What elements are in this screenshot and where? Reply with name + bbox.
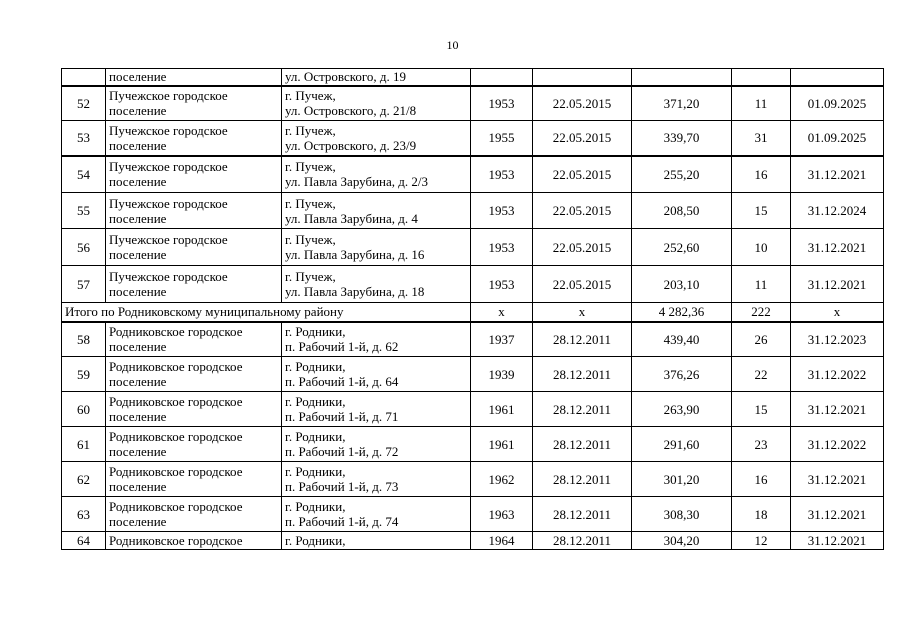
table-row (62, 156, 884, 193)
table-row (62, 229, 884, 266)
settlement-cell (106, 392, 282, 427)
address-line-2: п. Рабочий 1-й, д. 62 (285, 339, 399, 355)
people-cell: 22 (732, 357, 791, 392)
settlement-cell (106, 497, 282, 532)
address-cell (282, 229, 471, 266)
year-cell: 1939 (471, 357, 533, 392)
area-cell: 376,26 (632, 357, 732, 392)
area-cell: 304,20 (632, 532, 732, 550)
people-cell: 26 (732, 322, 791, 357)
row-number: 54 (62, 156, 106, 193)
settlement-line-2: поселение (109, 103, 167, 119)
area-cell: 339,70 (632, 121, 732, 156)
row-number: 62 (62, 462, 106, 497)
address-line-2: п. Рабочий 1-й, д. 71 (285, 409, 399, 424)
address-line-1: г. Родники, (285, 499, 346, 514)
people-cell: 16 (732, 462, 791, 497)
area-cell: 439,40 (632, 322, 732, 357)
people-cell: 10 (732, 229, 791, 266)
address-line-2: ул. Островского, д. 21/8 (285, 103, 417, 119)
address-line-1: г. Пучеж, (285, 122, 336, 138)
date-cell (533, 69, 632, 86)
people-cell: 18 (732, 497, 791, 532)
deadline-cell: 01.09.2025 (791, 86, 884, 121)
table-row (62, 121, 884, 156)
address-cell (282, 193, 471, 229)
settlement-cell (106, 357, 282, 392)
settlement-cell (106, 266, 282, 303)
people-cell: 12 (732, 532, 791, 550)
address-line-2: ул. Павла Зарубина, д. 4 (285, 210, 418, 226)
year-cell: 1955 (471, 121, 533, 156)
address-cell (282, 532, 471, 550)
settlement-line-2: поселение (109, 247, 167, 262)
row-number (62, 69, 106, 86)
address-line-1: г. Родники, (285, 429, 346, 444)
settlement-line-2: поселение (109, 444, 167, 459)
address-line-2: п. Рабочий 1-й, д. 74 (285, 514, 399, 529)
table-row (62, 266, 884, 303)
table-row (62, 86, 884, 121)
year-cell: х (471, 303, 533, 322)
address-line-2: ул. Павла Зарубина, д. 18 (285, 284, 425, 299)
settlement-line-1: Родниковское городское (109, 464, 243, 479)
settlement-cell (106, 322, 282, 357)
address-line-2: п. Рабочий 1-й, д. 64 (285, 374, 399, 389)
table-body (62, 69, 884, 550)
deadline-cell: 31.12.2021 (791, 156, 884, 193)
address-cell (282, 462, 471, 497)
year-cell: 1953 (471, 156, 533, 193)
settlement-line-2: поселение (109, 514, 167, 529)
year-cell: 1937 (471, 322, 533, 357)
settlement-cell (106, 229, 282, 266)
table-row (62, 427, 884, 462)
row-number: 60 (62, 392, 106, 427)
deadline-cell: 31.12.2021 (791, 532, 884, 550)
address-line-1: г. Родники, (285, 359, 346, 374)
date-cell: 28.12.2011 (533, 462, 632, 497)
year-cell: 1961 (471, 427, 533, 462)
area-cell: 252,60 (632, 229, 732, 266)
address-line-1: г. Пучеж, (285, 232, 336, 247)
address-cell (282, 497, 471, 532)
row-number: 61 (62, 427, 106, 462)
settlement-line-1: Пучежское городское (109, 232, 228, 247)
year-cell (471, 69, 533, 86)
area-cell: 208,50 (632, 193, 732, 229)
date-cell: 28.12.2011 (533, 497, 632, 532)
address-line-1: г. Родники, (285, 394, 346, 409)
table-row (62, 322, 884, 357)
settlement-cell (106, 532, 282, 550)
settlement-line-1: Пучежское городское (109, 122, 228, 138)
area-cell: 301,20 (632, 462, 732, 497)
settlement-line-1: Пучежское городское (109, 269, 228, 284)
date-cell: 22.05.2015 (533, 156, 632, 193)
table-row (62, 392, 884, 427)
row-number: 52 (62, 86, 106, 121)
deadline-cell: 01.09.2025 (791, 121, 884, 156)
area-cell: 4 282,36 (632, 303, 732, 322)
settlement-cell (106, 193, 282, 229)
row-number: 53 (62, 121, 106, 156)
page-number: 10 (446, 38, 459, 52)
total-row (62, 303, 884, 322)
deadline-cell: 31.12.2022 (791, 357, 884, 392)
settlement-line-1: Родниковское городское (109, 429, 243, 444)
deadline-cell: 31.12.2021 (791, 266, 884, 303)
total-label: Итого по Родниковскому муниципальному району (62, 303, 471, 322)
date-cell: 28.12.2011 (533, 322, 632, 357)
settlement-line-2: поселение (109, 409, 167, 424)
address-line-1: г. Родники, (285, 533, 346, 548)
area-cell: 255,20 (632, 156, 732, 193)
address-cell (282, 322, 471, 357)
settlement-line-1: Пучежское городское (109, 195, 228, 211)
address-line-2: п. Рабочий 1-й, д. 73 (285, 479, 399, 494)
address-line-2: ул. Павла Зарубина, д. 16 (285, 247, 425, 262)
address-line-2: ул. Павла Зарубина, д. 2/3 (285, 174, 429, 190)
address-line-1: г. Родники, (285, 464, 346, 479)
settlement-cell (106, 86, 282, 121)
date-cell: 28.12.2011 (533, 532, 632, 550)
address-line-1: г. Пучеж, (285, 269, 336, 284)
people-cell (732, 69, 791, 86)
settlement-line-1: Родниковское городское (109, 499, 243, 514)
row-number: 56 (62, 229, 106, 266)
year-cell: 1953 (471, 266, 533, 303)
address-line-2: п. Рабочий 1-й, д. 72 (285, 444, 399, 459)
row-number: 57 (62, 266, 106, 303)
deadline-cell (791, 69, 884, 86)
date-cell: 28.12.2011 (533, 392, 632, 427)
settlement-line-2: поселение (109, 479, 167, 494)
deadline-cell: 31.12.2023 (791, 322, 884, 357)
area-cell: 263,90 (632, 392, 732, 427)
year-cell: 1964 (471, 532, 533, 550)
table-row (62, 357, 884, 392)
year-cell: 1953 (471, 193, 533, 229)
settlement-cell (106, 462, 282, 497)
row-number: 55 (62, 193, 106, 229)
people-cell: 23 (732, 427, 791, 462)
address-line-2: ул. Островского, д. 23/9 (285, 137, 417, 153)
date-cell: 22.05.2015 (533, 86, 632, 121)
date-cell: 22.05.2015 (533, 193, 632, 229)
table-row (62, 497, 884, 532)
deadline-cell: 31.12.2021 (791, 497, 884, 532)
date-cell: 22.05.2015 (533, 121, 632, 156)
people-cell: 11 (732, 86, 791, 121)
housing-register-table (61, 68, 884, 550)
deadline-cell: 31.12.2021 (791, 229, 884, 266)
area-cell: 371,20 (632, 86, 732, 121)
people-cell: 15 (732, 193, 791, 229)
people-cell: 11 (732, 266, 791, 303)
address-line-1: г. Пучеж, (285, 88, 336, 104)
settlement-cell (106, 121, 282, 156)
settlement-cell (106, 427, 282, 462)
settlement-cell (106, 156, 282, 193)
date-cell: 22.05.2015 (533, 266, 632, 303)
people-cell: 31 (732, 121, 791, 156)
year-cell: 1961 (471, 392, 533, 427)
address-cell (282, 357, 471, 392)
area-cell: 308,30 (632, 497, 732, 532)
row-number: 63 (62, 497, 106, 532)
address-cell (282, 156, 471, 193)
year-cell: 1962 (471, 462, 533, 497)
year-cell: 1953 (471, 86, 533, 121)
table-row (62, 69, 884, 86)
address-cell (282, 427, 471, 462)
address-cell (282, 69, 471, 86)
deadline-cell: 31.12.2022 (791, 427, 884, 462)
address-line-1: г. Пучеж, (285, 159, 336, 175)
settlement-line-1: Родниковское городское (109, 359, 243, 374)
deadline-cell: 31.12.2021 (791, 392, 884, 427)
address-cell (282, 392, 471, 427)
settlement-line-1: Пучежское городское (109, 88, 228, 104)
settlement-line-2: поселение (109, 174, 167, 190)
address-line-1: ул. Островского, д. 19 (285, 69, 407, 85)
people-cell: 15 (732, 392, 791, 427)
year-cell: 1963 (471, 497, 533, 532)
address-cell (282, 121, 471, 156)
deadline-cell: 31.12.2024 (791, 193, 884, 229)
table-row (62, 532, 884, 550)
address-line-1: г. Родники, (285, 324, 346, 340)
settlement-line-2: поселение (109, 339, 167, 355)
settlement-cell (106, 69, 282, 86)
settlement-line-2: поселение (109, 137, 167, 153)
row-number: 64 (62, 532, 106, 550)
settlement-line-1: Родниковское городское (109, 394, 243, 409)
deadline-cell: 31.12.2021 (791, 462, 884, 497)
settlement-line-1: поселение (109, 69, 167, 85)
row-number: 58 (62, 322, 106, 357)
table-row (62, 462, 884, 497)
date-cell: 28.12.2011 (533, 427, 632, 462)
deadline-cell: х (791, 303, 884, 322)
date-cell: 28.12.2011 (533, 357, 632, 392)
people-cell: 16 (732, 156, 791, 193)
year-cell: 1953 (471, 229, 533, 266)
address-cell (282, 266, 471, 303)
address-line-1: г. Пучеж, (285, 195, 336, 211)
area-cell (632, 69, 732, 86)
address-cell (282, 86, 471, 121)
date-cell: 22.05.2015 (533, 229, 632, 266)
area-cell: 203,10 (632, 266, 732, 303)
date-cell: х (533, 303, 632, 322)
settlement-line-2: поселение (109, 374, 167, 389)
settlement-line-2: поселение (109, 284, 167, 299)
table-row (62, 193, 884, 229)
people-cell: 222 (732, 303, 791, 322)
settlement-line-1: Пучежское городское (109, 159, 228, 175)
settlement-line-1: Родниковское городское (109, 533, 243, 548)
settlement-line-2: поселение (109, 210, 167, 226)
row-number: 59 (62, 357, 106, 392)
settlement-line-1: Родниковское городское (109, 324, 243, 340)
area-cell: 291,60 (632, 427, 732, 462)
